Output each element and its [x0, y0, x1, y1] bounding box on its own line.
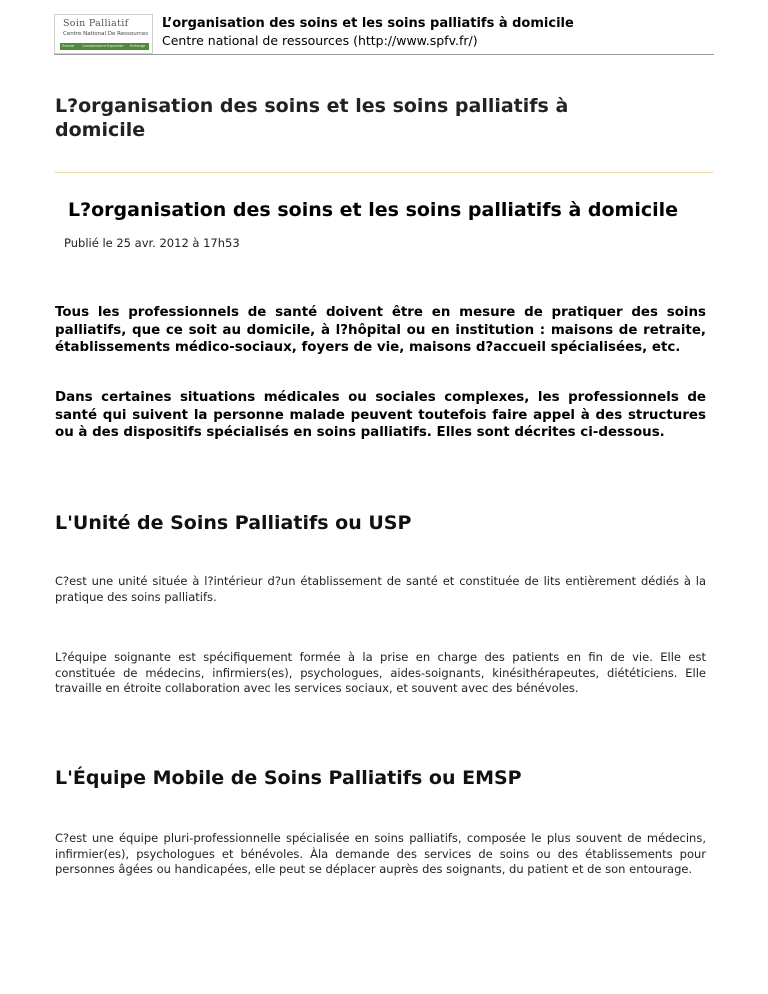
logo-subtitle: Centre National De Ressources [63, 31, 149, 37]
page-header [54, 14, 714, 55]
lead-paragraph: Tous les professionnels de santé doivent être en mesure de pratiquer des soins palliatifs, que ce soit au domicile, à l?hôpital ou en institution : maisons de retraite, établissements médico-sociaux, foyers de vie, maisons d?accueil spécialisées, etc. [55, 305, 706, 355]
body-paragraph: L?équipe soignante est spécifiquement formée à la prise en charge des patients en fin de vie. Elle est constituée de médecins, infirmiers(es), psychologues, aides-soignants, kinésithérapeutes, diététiciens. Elle travaille en étroite collaboration avec les services sociaux, et souvent avec des bénévoles. [55, 650, 706, 695]
lead-paragraph: Dans certaines situations médicales ou sociales complexes, les professionnels de santé qui suivent la personne malade peuvent toutefois faire appel à des structures ou à des dispositifs spécialisés en soins palliatifs. Elles sont décrites ci-dessous. [55, 390, 706, 440]
logo-name: Soin Palliatif [63, 18, 129, 29]
article-title: L?organisation des soins et les soins palliatifs à domicile [68, 199, 679, 221]
page-title: L?organisation des soins et les soins palliatifs à domicile [55, 95, 569, 141]
section-heading-emsp: L'Équipe Mobile de Soins Palliatifs ou EMSP [55, 767, 522, 789]
soin-palliatif-logo [54, 14, 153, 54]
logo-tagline-word: Expertise [107, 44, 124, 48]
divider [55, 172, 713, 173]
section-heading-usp: L'Unité de Soins Palliatifs ou USP [55, 512, 412, 534]
header-title: L’organisation des soins et les soins palliatifs à domicile [162, 16, 574, 31]
logo-tagline-bar [60, 43, 149, 50]
publication-date: Publié le 25 avr. 2012 à 17h53 [64, 236, 240, 250]
body-paragraph: C?est une équipe pluri-professionnelle spécialisée en soins palliatifs, composée le plus souvent de médecins, infirmier(es), psychologues et bénévoles. Àla demande des services de soins ou des établissements pour personnes âgées ou handicapées, elle peut se déplacer auprès des soignants, du patient et de son entourage. [55, 831, 706, 876]
header-source: Centre national de ressources (http://www.spfv.fr/) [162, 33, 478, 48]
logo-tagline-word: Echange [130, 44, 146, 48]
body-paragraph: C?est une unité située à l?intérieur d?un établissement de santé et constituée de lits entièrement dédiés à la pratique des soins palliatifs. [55, 574, 706, 604]
logo-tagline-word: Connaissance [82, 44, 107, 48]
logo-tagline-word: Ecoute [62, 44, 75, 48]
